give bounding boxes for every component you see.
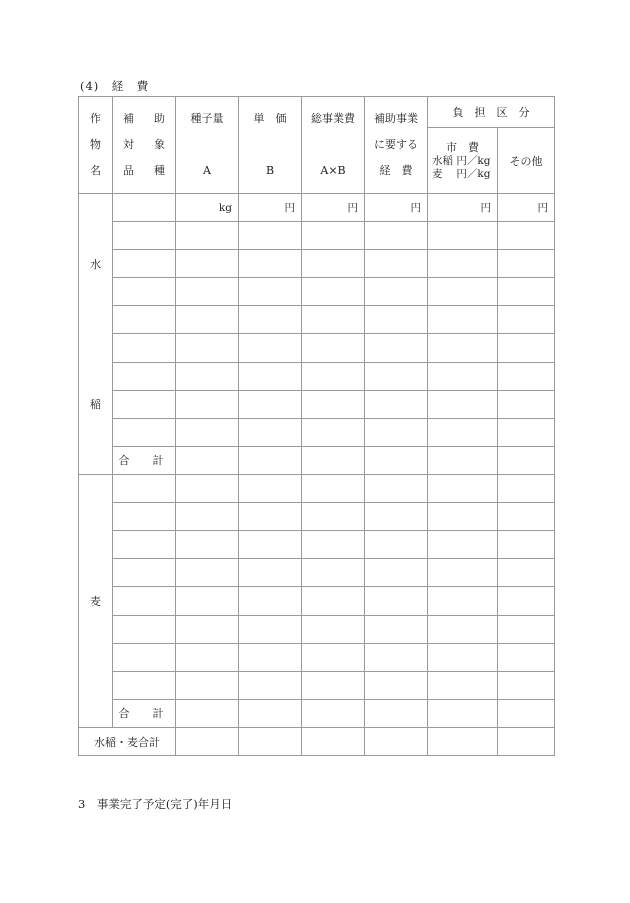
header-subsidy-cost: 補助事業 に要する 経 費	[365, 97, 428, 194]
unit-yen: 円	[498, 194, 555, 222]
header-seed-amount: 種子量 A	[176, 97, 239, 194]
wheat-subtotal-label: 合 計	[113, 699, 176, 727]
table-row	[79, 671, 555, 699]
table-row	[79, 278, 555, 306]
completion-date-label: 3 事業完了予定(完了)年月日	[78, 797, 233, 811]
table-row	[79, 503, 555, 531]
table-row	[79, 587, 555, 615]
header-burden: 負 担 区 分	[428, 97, 555, 128]
table-row	[79, 390, 555, 418]
table-row	[79, 643, 555, 671]
unit-yen: 円	[239, 194, 302, 222]
table-row	[79, 531, 555, 559]
expense-table	[78, 96, 555, 756]
header-total-cost: 総事業費 A×B	[302, 97, 365, 194]
unit-yen: 円	[365, 194, 428, 222]
table-row	[79, 250, 555, 278]
header-crop-name: 作 物 名	[79, 97, 113, 194]
table-row	[79, 306, 555, 334]
table-row	[79, 334, 555, 362]
table-row	[79, 222, 555, 250]
rice-variety-cell	[113, 194, 176, 222]
table-row	[79, 559, 555, 587]
wheat-label: 麦	[79, 475, 113, 728]
unit-yen: 円	[428, 194, 498, 222]
grand-total-label: 水稲・麦合計	[79, 728, 176, 756]
header-city-cost: 市 費 水稲 円／kg 麦 円／kg	[428, 128, 498, 194]
header-unit-price: 単 価 B	[239, 97, 302, 194]
table-row	[79, 362, 555, 390]
unit-kg: kg	[176, 194, 239, 222]
header-target-variety: 補 助 対 象 品 種	[113, 97, 176, 194]
header-other: その他	[498, 128, 555, 194]
table-row	[79, 418, 555, 446]
unit-yen: 円	[302, 194, 365, 222]
rice-subtotal-label: 合 計	[113, 446, 176, 474]
section-title: (4) 経 費	[80, 79, 150, 93]
table-row	[79, 615, 555, 643]
rice-label: 水 稲	[79, 194, 113, 475]
